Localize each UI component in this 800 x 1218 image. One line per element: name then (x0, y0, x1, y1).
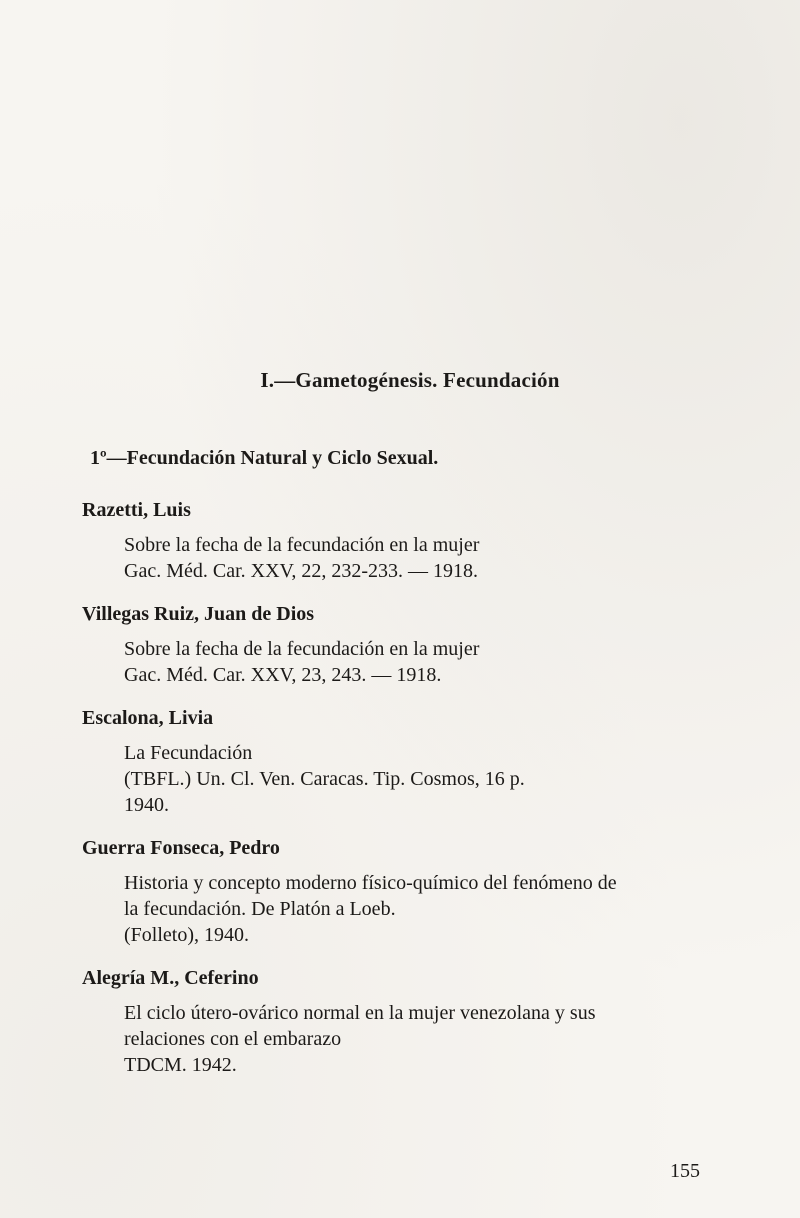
entry-author: Alegría M., Ceferino (82, 967, 259, 989)
entry-line: La Fecundación (124, 742, 253, 764)
entry-author: Razetti, Luis (82, 499, 191, 521)
entry-line: 1940. (124, 794, 169, 816)
entry-line: Gac. Méd. Car. XXV, 23, 243. — 1918. (124, 664, 442, 686)
bibliography-list (82, 496, 742, 1094)
page-number: 155 (670, 1160, 700, 1182)
bibliography-entry (82, 704, 742, 818)
bibliography-entry (82, 496, 742, 584)
section-title: I.—Gametogénesis. Fecundación (260, 368, 560, 392)
subsection-title: 1º—Fecundación Natural y Ciclo Sexual. (90, 447, 439, 469)
entry-line: (Folleto), 1940. (124, 924, 249, 946)
entry-line: relaciones con el embarazo (124, 1028, 342, 1050)
bibliography-entry (82, 834, 742, 948)
entry-line: TDCM. 1942. (124, 1054, 237, 1076)
entry-line: Historia y concepto moderno físico-químico del fenómeno de (124, 872, 617, 894)
entry-line: Sobre la fecha de la fecundación en la mujer (124, 638, 480, 660)
entry-line: la fecundación. De Platón a Loeb. (124, 898, 396, 920)
entry-author: Villegas Ruiz, Juan de Dios (82, 603, 315, 625)
entry-line: Sobre la fecha de la fecundación en la mujer (124, 534, 480, 556)
entry-line: El ciclo útero-ovárico normal en la mujer venezolana y sus (124, 1002, 596, 1024)
entry-line: (TBFL.) Un. Cl. Ven. Caracas. Tip. Cosmos, 16 p. (124, 768, 525, 790)
entry-author: Escalona, Livia (82, 707, 214, 729)
bibliography-entry (82, 600, 742, 688)
bibliography-entry (82, 964, 742, 1078)
entry-author: Guerra Fonseca, Pedro (82, 837, 280, 859)
entry-line: Gac. Méd. Car. XXV, 22, 232-233. — 1918. (124, 560, 479, 582)
